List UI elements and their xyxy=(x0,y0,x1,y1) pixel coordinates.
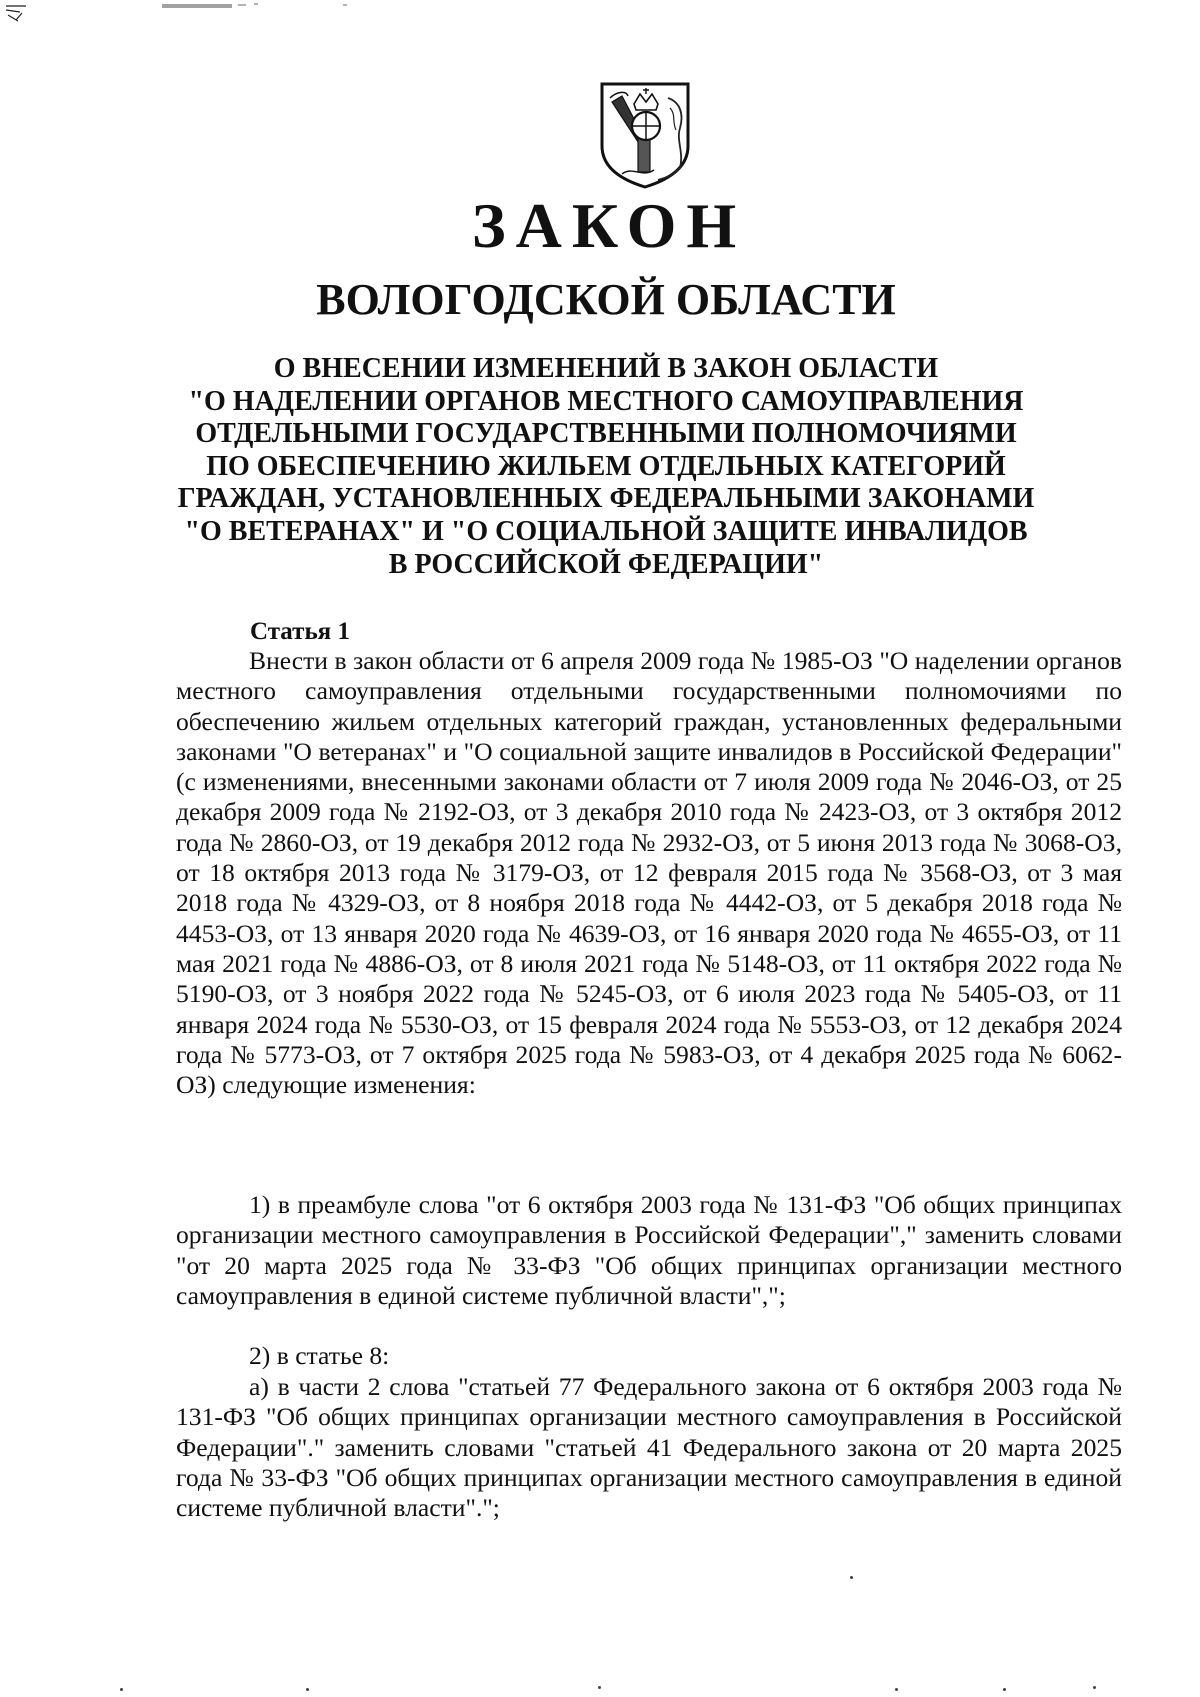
scan-speck xyxy=(1003,1688,1006,1691)
subtitle-line: О ВНЕСЕНИИ ИЗМЕНЕНИЙ В ЗАКОН ОБЛАСТИ xyxy=(273,353,939,384)
scan-speck xyxy=(598,1686,601,1689)
scan-speck xyxy=(1093,1686,1096,1689)
article-item-1 xyxy=(176,1190,1122,1311)
paragraph-item-1: 1) в преамбуле слова "от 6 октября 2003 года № 131-ФЗ "Об общих принципах организации местного самоуправления в Российской Федерации"," заменить словами "от 20 марта 2025 года № 33-ФЗ "Об общих принципах организации местного самоуправления в единой системе публичной власти","; xyxy=(176,1190,1122,1310)
article-item-2 xyxy=(176,1341,1122,1371)
subtitle-line: ОТДЕЛЬНЫМИ ГОСУДАРСТВЕННЫМИ ПОЛНОМОЧИЯМИ xyxy=(195,418,1017,450)
scan-speck xyxy=(895,1688,898,1691)
paragraph-item-2: 2) в статье 8: xyxy=(249,1341,390,1370)
article-body-intro xyxy=(176,646,1122,1100)
article-heading: Статья 1 xyxy=(250,618,350,645)
paragraph-item-2a: а) в части 2 слова "статьей 77 Федерального закона от 6 октября 2003 года № 131-ФЗ "Об общих принципах организации местного самоуправления в Российской Федерации"." заменить словами "статьей 41 Федерального закона от 20 марта 2025 года № 33-ФЗ "Об общих принципах организации местного самоуправления в единой системе публичной власти"."; xyxy=(176,1372,1122,1523)
article-item-2a xyxy=(176,1372,1122,1523)
coat-of-arms-icon xyxy=(598,80,692,190)
scan-speck xyxy=(120,1688,123,1691)
subtitle-line: ПО ОБЕСПЕЧЕНИЮ ЖИЛЬЕМ ОТДЕЛЬНЫХ КАТЕГОРИЙ xyxy=(206,450,1006,482)
scan-artifact-top xyxy=(0,0,360,28)
subtitle-line: "О ВЕТЕРАНАХ" И "О СОЦИАЛЬНОЙ ЗАЩИТЕ ИНВАЛИДОВ xyxy=(184,515,1028,547)
subtitle-line: В РОССИЙСКОЙ ФЕДЕРАЦИИ" xyxy=(388,548,824,580)
law-title: ЗАКОН xyxy=(471,190,747,261)
subtitle-line: "О НАДЕЛЕНИИ ОРГАНОВ МЕСТНОГО САМОУПРАВЛЕНИЯ xyxy=(188,385,1024,417)
scan-speck xyxy=(850,1576,853,1579)
scan-speck xyxy=(306,1688,309,1691)
subtitle-line: ГРАЖДАН, УСТАНОВЛЕННЫХ ФЕДЕРАЛЬНЫМИ ЗАКОНАМИ xyxy=(177,483,1035,515)
law-subtitle xyxy=(0,353,1200,581)
region-title: ВОЛОГОДСКОЙ ОБЛАСТИ xyxy=(316,275,896,324)
paragraph-intro: Внести в закон области от 6 апреля 2009 года № 1985-ОЗ "О наделении органов местного самоуправления отдельными государственными полномочиями по обеспечению жильем отдельных категорий граждан, установленных федеральными законами "О ветеранах" и "О социальной защите инвалидов в Российской Федерации" (с изменениями, внесенными законами области от 7 июля 2009 года № 2046-ОЗ, от 25 декабря 2009 года № 2192-ОЗ, от 3 декабря 2010 года № 2423-ОЗ, от 3 октября 2012 года № 2860-ОЗ, от 19 декабря 2012 года № 2932-ОЗ, от 5 июня 2013 года № 3068-ОЗ, от 18 октября 2013 года № 3179-ОЗ, от 12 февраля 2015 года № 3568-ОЗ, от 3 мая 2018 года № 4329-ОЗ, от 8 ноября 2018 года № 4442-ОЗ, от 5 декабря 2018 года № 4453-ОЗ, от 13 января 2020 года № 4639-ОЗ, от 16 января 2020 года № 4655-ОЗ, от 11 мая 2021 года № 4886-ОЗ, от 8 июля 2021 года № 5148-ОЗ, от 11 октября 2022 года № 5190-ОЗ, от 3 ноября 2022 года № 5245-ОЗ, от 6 июля 2023 года № 5405-ОЗ, от 11 января 2024 года № 5530-ОЗ, от 15 февраля 2024 года № 5553-ОЗ, от 12 декабря 2024 года № 5773-ОЗ, от 7 октября 2025 года № 5983-ОЗ, от 4 декабря 2025 года № 6062-ОЗ) следующие изменения: xyxy=(176,646,1122,1100)
